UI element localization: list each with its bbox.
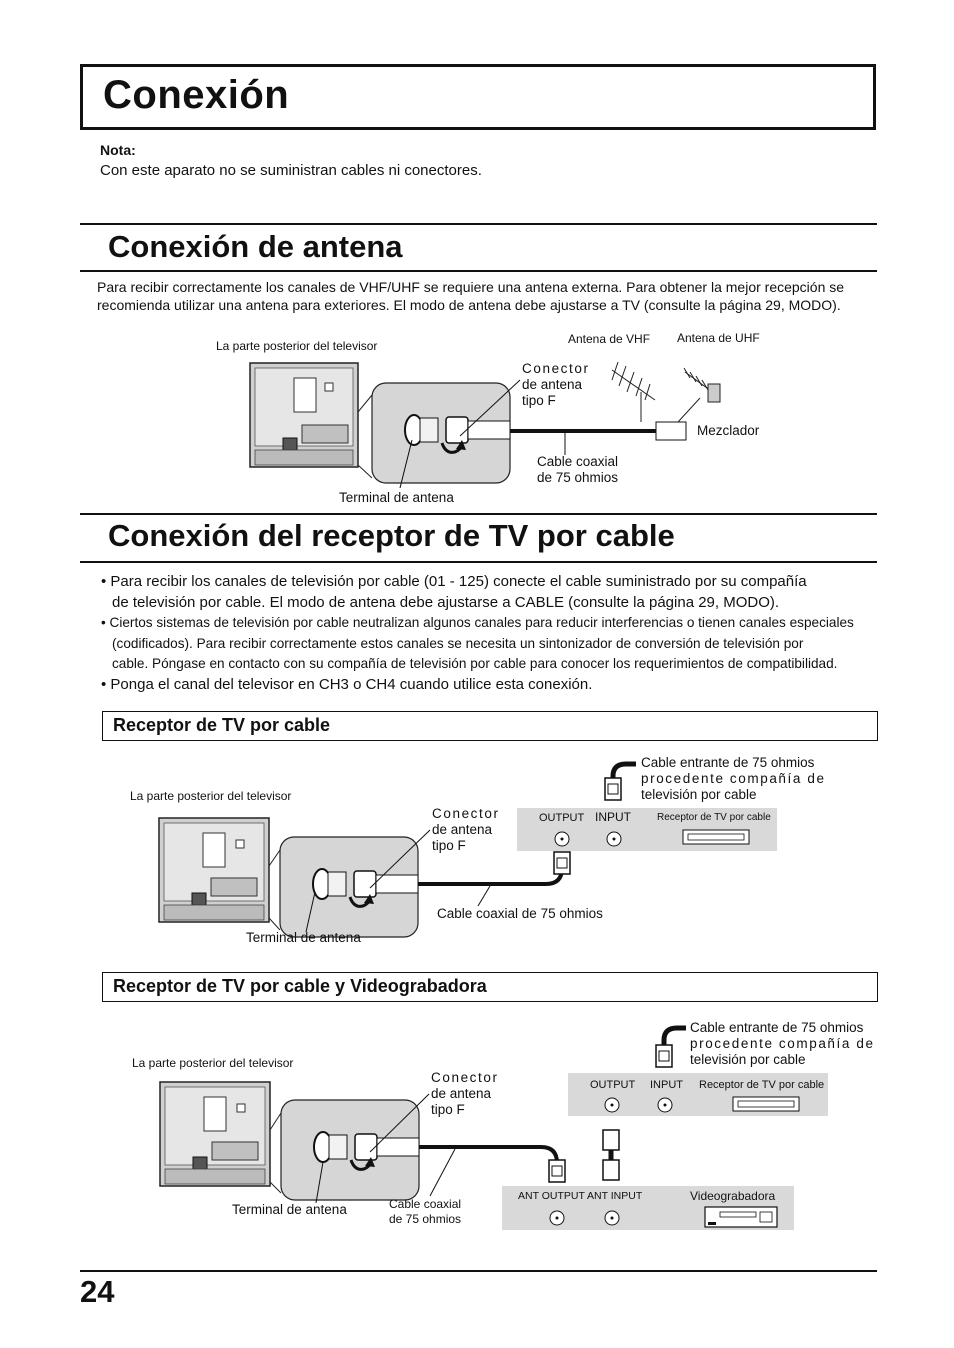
tv-back-label: La parte posterior del televisor <box>216 339 378 353</box>
terminal-label: Terminal de antena <box>339 490 454 505</box>
input-label: INPUT <box>650 1079 683 1091</box>
vhf-label: Antena de VHF <box>568 332 651 346</box>
tv-back-label: La parte posterior del televisor <box>130 789 292 803</box>
coax-label: Cable coaxial de 75 ohmios <box>437 906 603 921</box>
uhf-label: Antena de UHF <box>677 331 760 345</box>
cable-bullet-3: • Ponga el canal del televisor en CH3 o CH4 cuando utilice esta conexión. <box>101 676 593 693</box>
terminal-label: Terminal de antena <box>246 930 361 945</box>
antenna-section-title: Conexión de antena <box>108 229 403 264</box>
sub1-title: Receptor de TV por cable <box>113 715 331 735</box>
footer-divider <box>80 1270 877 1272</box>
connector-label-2: de antena tipo F <box>522 377 583 408</box>
cable-section-title: Conexión del receptor de TV por cable <box>108 518 675 553</box>
ant-input-label: ANT INPUT <box>587 1190 643 1202</box>
sub2-title: Receptor de TV por cable y Videograbadora <box>113 976 487 996</box>
output-label: OUTPUT <box>539 812 585 824</box>
cable-bullet-1: • Para recibir los canales de televisión por cable (01 - 125) conecte el cable suministrado por su compañía de televisión por cable. El modo de antena debe ajustarse a CABLE (consulte la página 29, MODO). <box>101 573 807 611</box>
output-label: OUTPUT <box>590 1079 636 1091</box>
antenna-paragraph: Para recibir correctamente los canales de VHF/UHF se requiere una antena externa. Para obtener la mejor recepción se recomienda utilizar una antena para exteriores. El modo de antena debe ajustarse a TV (consulte la página 29, MODO). <box>97 279 845 313</box>
tv-back-label: La parte posterior del televisor <box>132 1056 294 1070</box>
page-number: 24 <box>80 1274 115 1309</box>
note-text: Con este aparato no se suministran cables ni conectores. <box>100 162 482 179</box>
vcr-icon <box>705 1207 777 1227</box>
cable-bullet-2: • Ciertos sistemas de televisión por cable neutralizan algunos canales para reducir interferencias o tienen canales especiales (codificados). Para recibir correctamente estos canales se necesita un sintonizador de conversión de televisión por cable. Póngase en contacto con su compañía de televisión por cable para conocer los requerimientos de compatibilidad. <box>101 615 854 671</box>
input-label: INPUT <box>595 810 631 824</box>
incoming-cable-label: Cable entrante de 75 ohmios procedente compañía de televisión por cable <box>641 755 826 802</box>
connector-label: Conector <box>522 361 590 376</box>
coax-label: Cable coaxial de 75 ohmios <box>537 454 619 485</box>
vcr-label: Videograbadora <box>690 1189 776 1203</box>
terminal-label: Terminal de antena <box>232 1202 347 1217</box>
ant-output-label: ANT OUTPUT <box>518 1190 585 1202</box>
mixer-label: Mezclador <box>697 423 760 438</box>
receiver-label: Receptor de TV por cable <box>699 1079 825 1091</box>
page-title: Conexión <box>103 73 290 117</box>
coax-label: Cable coaxial de 75 ohmios <box>389 1197 462 1226</box>
incoming-cable-label: Cable entrante de 75 ohmios procedente compañía de televisión por cable <box>690 1020 875 1067</box>
receiver-label: Receptor de TV por cable <box>657 812 771 823</box>
connector-label: Conector de antena tipo F <box>432 806 500 853</box>
tv-back-illustration <box>160 1082 270 1186</box>
note-heading: Nota: <box>100 142 136 158</box>
antenna-terminal-zoom <box>270 1100 419 1200</box>
connector-label: Conector de antena tipo F <box>431 1070 499 1117</box>
